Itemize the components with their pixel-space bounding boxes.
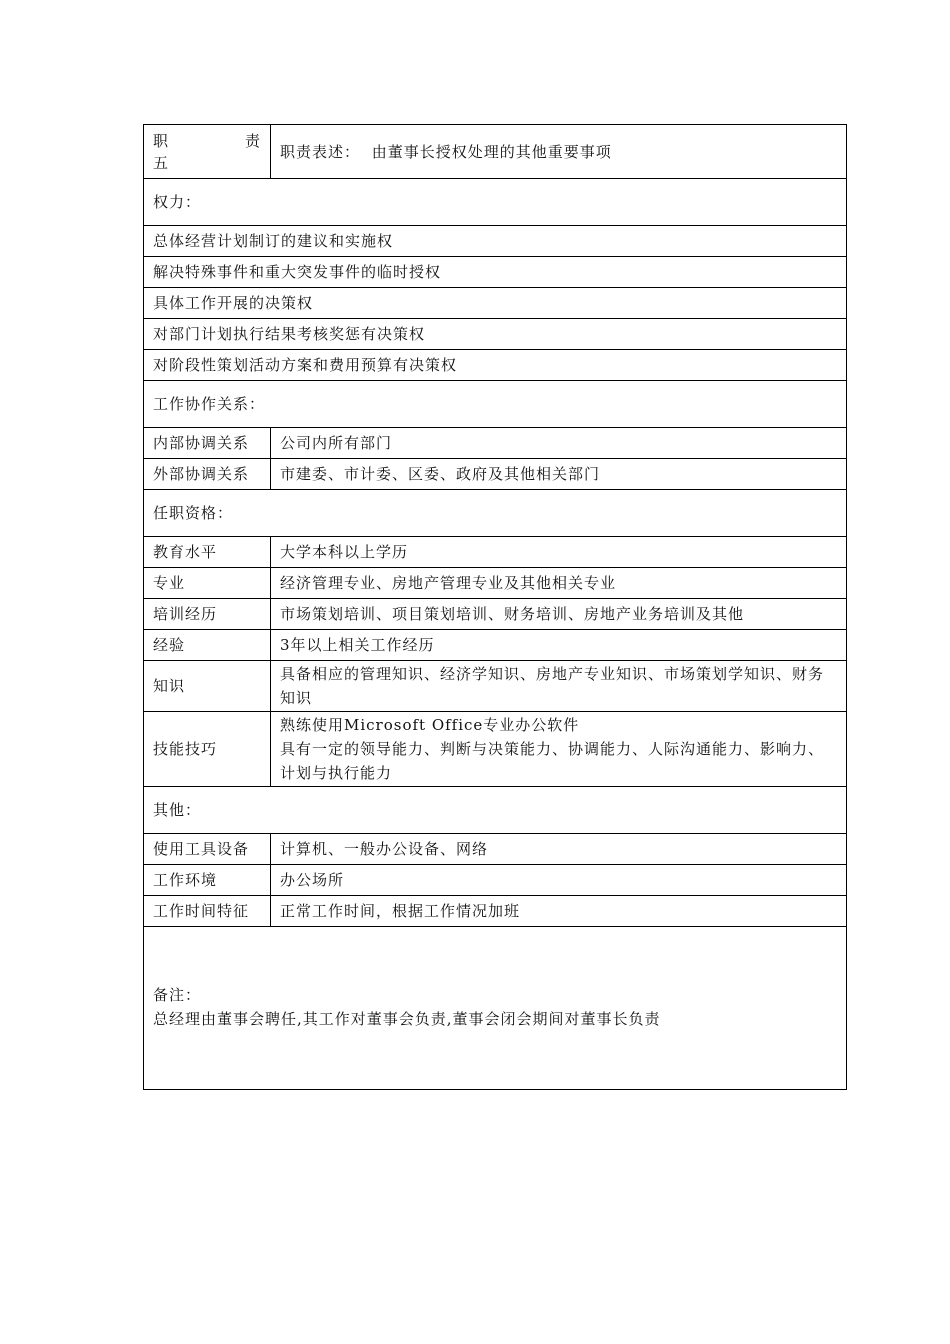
qualification-value: 市场策划培训、项目策划培训、财务培训、房地产业务培训及其他 [271, 599, 847, 630]
relation-row [144, 459, 847, 490]
power-item-row [144, 350, 847, 381]
duty-label-part1: 职 [153, 131, 170, 150]
qualification-value: 具备相应的管理知识、经济学知识、房地产专业知识、市场策划学知识、财务知识 [271, 661, 847, 712]
qualification-label: 知识 [144, 661, 271, 712]
skills-value-cell [271, 712, 847, 787]
other-row [144, 896, 847, 927]
qualification-row [144, 568, 847, 599]
qualification-value: 大学本科以上学历 [271, 537, 847, 568]
power-item: 具体工作开展的决策权 [144, 288, 847, 319]
qualification-label: 培训经历 [144, 599, 271, 630]
power-item: 对部门计划执行结果考核奖惩有决策权 [144, 319, 847, 350]
qualification-value: 3年以上相关工作经历 [271, 630, 847, 661]
notes-heading: 备注： [153, 986, 202, 1004]
duty-description: 由董事长授权处理的其他重要事项 [371, 142, 612, 161]
duty-label-line [153, 130, 261, 152]
qualification-label: 专业 [144, 568, 271, 599]
other-value: 正常工作时间，根据工作情况加班 [271, 896, 847, 927]
other-heading-row [144, 787, 847, 834]
other-heading: 其他： [144, 787, 847, 834]
other-label: 工作时间特征 [144, 896, 271, 927]
relation-label: 内部协调关系 [144, 428, 271, 459]
relation-value: 市建委、市计委、区委、政府及其他相关部门 [271, 459, 847, 490]
notes-row [144, 927, 847, 1090]
duty-description-cell [271, 125, 847, 179]
power-item: 对阶段性策划活动方案和费用预算有决策权 [144, 350, 847, 381]
skills-row [144, 712, 847, 787]
qualification-row [144, 630, 847, 661]
job-description-table [143, 124, 847, 1090]
relation-value: 公司内所有部门 [271, 428, 847, 459]
duty-label-part2: 责 [244, 131, 261, 150]
qualification-row [144, 537, 847, 568]
powers-heading-row [144, 179, 847, 226]
power-item-row [144, 257, 847, 288]
qualification-row [144, 599, 847, 630]
notes-text: 总经理由董事会聘任,其工作对董事会负责,董事会闭会期间对董事长负责 [153, 1010, 661, 1028]
duty-description-prefix: 职责表述： [280, 142, 361, 161]
qualification-row [144, 661, 847, 712]
qualification-label: 教育水平 [144, 537, 271, 568]
power-item: 解决特殊事件和重大突发事件的临时授权 [144, 257, 847, 288]
relation-label: 外部协调关系 [144, 459, 271, 490]
relations-heading-row [144, 381, 847, 428]
duty-label-cell [144, 125, 271, 179]
qualification-value: 经济管理专业、房地产管理专业及其他相关专业 [271, 568, 847, 599]
power-item-row [144, 226, 847, 257]
notes-cell [144, 927, 847, 1090]
power-item-row [144, 319, 847, 350]
relations-heading: 工作协作关系： [144, 381, 847, 428]
qualification-label: 经验 [144, 630, 271, 661]
relation-row [144, 428, 847, 459]
power-item: 总体经营计划制订的建议和实施权 [144, 226, 847, 257]
other-label: 使用工具设备 [144, 834, 271, 865]
skills-line-software: 熟练使用Microsoft Office专业办公软件 [280, 716, 580, 734]
other-value: 计算机、一般办公设备、网络 [271, 834, 847, 865]
skills-label: 技能技巧 [144, 712, 271, 787]
powers-heading: 权力： [144, 179, 847, 226]
other-label: 工作环境 [144, 865, 271, 896]
power-item-row [144, 288, 847, 319]
skills-line-abilities: 具有一定的领导能力、判断与决策能力、协调能力、人际沟通能力、影响力、计划与执行能力 [280, 740, 825, 782]
other-row [144, 834, 847, 865]
other-value: 办公场所 [271, 865, 847, 896]
qualifications-heading: 任职资格： [144, 490, 847, 537]
other-row [144, 865, 847, 896]
duty-label-part3: 五 [153, 153, 170, 172]
qualifications-heading-row [144, 490, 847, 537]
duty-row [144, 125, 847, 179]
